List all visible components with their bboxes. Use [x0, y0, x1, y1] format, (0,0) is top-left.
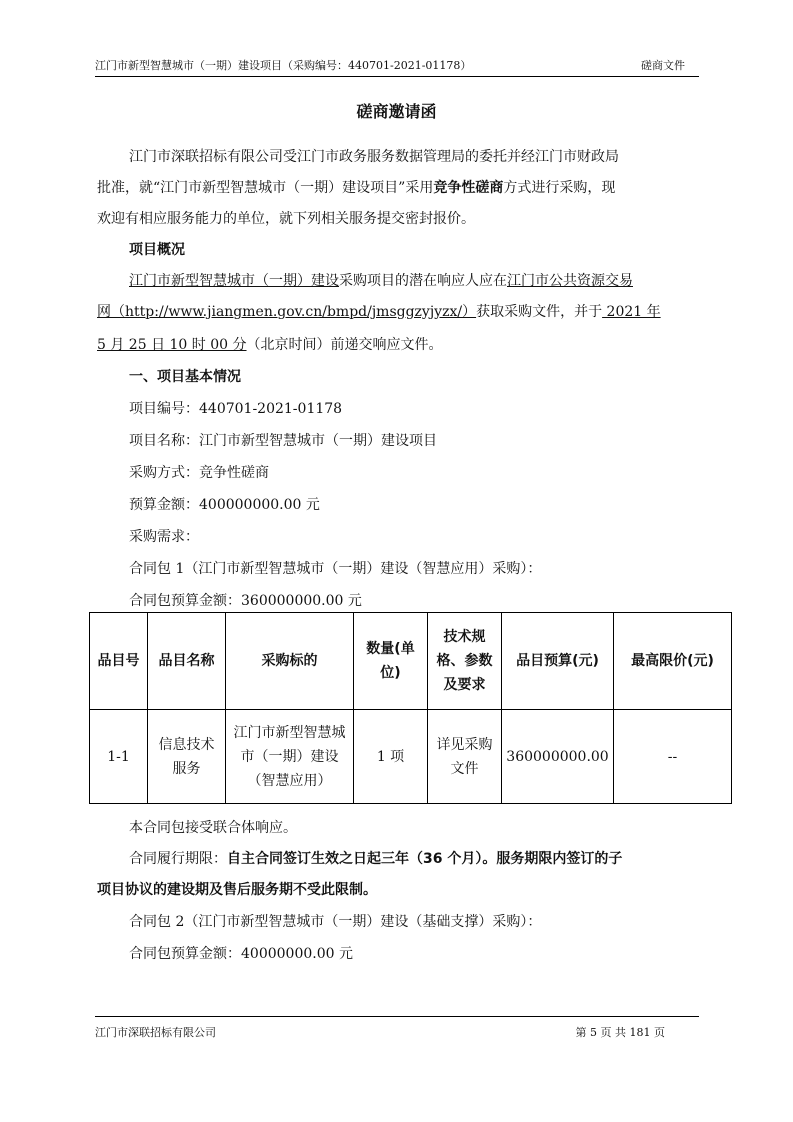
table-header: 采购标的	[226, 613, 354, 710]
page-number: 第 5 页 共 181 页	[575, 1026, 665, 1039]
items-table	[89, 612, 732, 804]
overview-text-2: 获取采购文件，并于	[476, 304, 603, 320]
budget-amount: 预算金额：400000000.00 元	[129, 497, 320, 513]
overview-url-link[interactable]: 网（http://www.jiangmen.gov.cn/bmpd/jmsggzyjyzx/）	[97, 304, 477, 320]
footer-company: 江门市深联招标有限公司	[95, 1026, 216, 1039]
joint-response-note: 本合同包接受联合体响应。	[129, 820, 297, 836]
table-cell: 信息技术服务	[148, 710, 226, 804]
contract-term-value: 自主合同签订生效之日起三年（36 个月）。服务期限内签订的子	[227, 851, 623, 867]
intro-line-2	[97, 178, 615, 198]
overview-text-3: （北京时间）前递交响应文件。	[246, 337, 443, 353]
procurement-needs: 采购需求：	[129, 529, 199, 545]
intro-line-2a: 批准，就“江门市新型智慧城市（一期）建设项目”采用	[97, 180, 434, 196]
page-footer	[95, 1016, 699, 1037]
intro-line-1: 江门市深联招标有限公司受江门市政务服务数据管理局的委托并经江门市财政局	[129, 149, 619, 165]
header-doc-type: 磋商文件	[641, 59, 685, 72]
project-name: 项目名称：江门市新型智慧城市（一期）建设项目	[129, 433, 437, 449]
contract-term-label: 合同履行期限：	[129, 851, 227, 867]
table-header: 品目号	[90, 613, 148, 710]
table-cell: 江门市新型智慧城市（一期）建设（智慧应用）	[226, 710, 354, 804]
header-project-title: 江门市新型智慧城市（一期）建设项目（采购编号：440701-2021-01178）	[95, 59, 472, 72]
table-header: 数量(单位)	[354, 613, 428, 710]
project-number: 项目编号：440701-2021-01178	[129, 401, 343, 417]
intro-line-2c: 方式进行采购，现	[503, 180, 616, 196]
package2-budget: 合同包预算金额：40000000.00 元	[129, 946, 353, 962]
overview-heading: 项目概况	[129, 242, 185, 258]
table-header: 技术规格、参数及要求	[428, 613, 502, 710]
table-header: 品目预算(元)	[502, 613, 614, 710]
overview-line-2	[97, 302, 661, 322]
package2-title: 合同包 2（江门市新型智慧城市（一期）建设（基础支撑）采购）：	[129, 914, 542, 930]
contract-term-line-1	[129, 849, 622, 869]
table-header: 品目名称	[148, 613, 226, 710]
table-cell: 1 项	[354, 710, 428, 804]
overview-deadline: 5 月 25 日 10 时 00 分	[97, 337, 247, 353]
table-cell: --	[614, 710, 732, 804]
overview-deadline-year: 2021 年	[602, 304, 661, 320]
table-cell: 360000000.00	[502, 710, 614, 804]
page-header	[95, 56, 699, 77]
table-cell: 详见采购文件	[428, 710, 502, 804]
section1-heading: 一、项目基本情况	[129, 369, 241, 385]
package1-budget: 合同包预算金额：360000000.00 元	[129, 593, 362, 609]
table-cell: 1-1	[90, 710, 148, 804]
table-row	[90, 710, 732, 804]
table-header: 最高限价(元)	[614, 613, 732, 710]
overview-platform: 江门市公共资源交易	[507, 273, 633, 289]
procurement-method: 采购方式：竞争性磋商	[129, 465, 269, 481]
overview-line-3	[97, 335, 443, 355]
overview-text: 采购项目的潜在响应人应在	[339, 273, 507, 289]
table-header-row	[90, 613, 732, 710]
page-title: 磋商邀请函	[356, 102, 437, 121]
intro-line-3: 欢迎有相应服务能力的单位，就下列相关服务提交密封报价。	[97, 211, 475, 227]
overview-project: 江门市新型智慧城市（一期）建设	[129, 273, 339, 289]
overview-line-1	[129, 271, 633, 291]
package1-title: 合同包 1（江门市新型智慧城市（一期）建设（智慧应用）采购）：	[129, 561, 542, 577]
contract-term-line-2: 项目协议的建设期及售后服务期不受此限制。	[97, 882, 377, 898]
intro-method: 竞争性磋商	[433, 180, 504, 196]
